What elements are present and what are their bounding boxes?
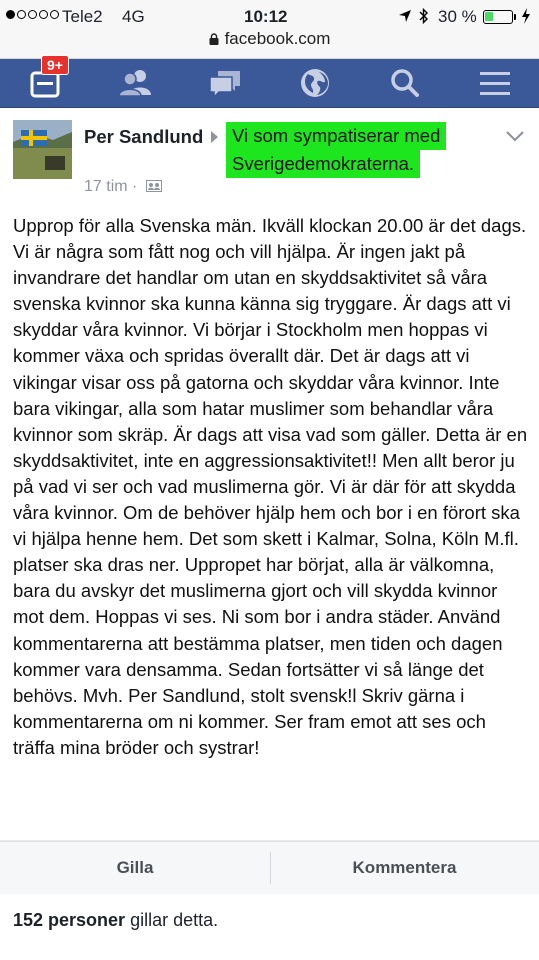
url-text: facebook.com (224, 29, 331, 48)
nav-friends[interactable] (95, 59, 175, 107)
network-type: 4G (122, 7, 145, 26)
group-name[interactable] (226, 122, 446, 178)
chevron-down-icon[interactable] (505, 130, 525, 142)
carrier-name: Tele2 (62, 7, 103, 26)
post-meta (84, 178, 162, 196)
shared-to-arrow-icon (211, 131, 218, 143)
group-name-line1: Vi som sympatiserar med (226, 122, 446, 150)
clock: 10:12 (244, 7, 288, 26)
like-button[interactable]: Gilla (116, 858, 154, 877)
messages-icon (206, 68, 244, 98)
battery-icon (483, 10, 513, 24)
post-card (0, 108, 539, 840)
likes-summary (0, 894, 539, 960)
notification-badge: 9+ (41, 55, 69, 75)
post-timestamp[interactable]: 17 tim · (84, 178, 138, 195)
menu-icon (479, 69, 511, 97)
nav-notifications[interactable] (5, 59, 85, 107)
likes-suffix: gillar detta. (125, 910, 219, 930)
battery-percentage: 30 % (438, 7, 477, 26)
post-author[interactable]: Per Sandlund (84, 126, 204, 147)
group-name-line2: Sverigedemokraterna. (226, 150, 420, 178)
globe-icon (299, 67, 331, 99)
post-body: Upprop för alla Svenska män. Ikväll klockan 20.00 är det dags. Vi är några som fått nog och vill hjälpa. Är ingen jakt på invandrare det handlar om utan en skyddsaktivitet så våra svenska kvinnor ska kunna känna sig tryggare. Är dags att vi skyddar våra kvinnor. Vi börjar i Stockholm men hoppas vi kommer växa och spridas överallt där. Det är dags att vi vikingar visar oss på gatorna och skyddar våra kvinnor. Inte bara vikingar, alla som hatar muslimer som behandlar våra kvinnor som skräp. Är dags att visa vad som gäller. Detta är en skyddsaktivitet, inte en aggressionsaktivitet!! Men allt beror ju på vad vi ser och vad muslimerna gör. Vi är där för att skydda våra kvinnor. Om de behöver hjälp hem och bor i en förort ska vi hjälpa henne hem. Det som skett i Kalmar, Solna, Köln M.fl. platser ska dras ner. Uppropet har börjat, alla är välkomna, bara du avskyr det muslimerna gjort och vill skydda kvinnor mot dem. Hoppas vi ses. Ni som bor i andra städer. Använd kommentarerna att bestämma platser, men tiden och dagen kommer vara densamma. Sedan fortsätter vi så länge det behövs. Mvh. Per Sandlund, stolt svensk!l Skriv gärna i kommentarerna om ni kommer. Ser fram emot att ses och träffa mina bröder och systrar! (13, 215, 528, 758)
group-privacy-icon (146, 180, 162, 192)
bluetooth-icon (418, 8, 430, 24)
status-bar (0, 0, 539, 59)
lock-icon (209, 33, 219, 45)
nav-search[interactable] (365, 59, 445, 107)
search-icon (390, 68, 420, 98)
friends-icon (116, 68, 154, 98)
address-bar[interactable] (0, 29, 539, 49)
nav-menu[interactable] (455, 59, 535, 107)
likes-count-link[interactable] (13, 910, 218, 931)
post-actions (0, 841, 539, 895)
signal-strength (6, 10, 59, 19)
comment-button[interactable]: Kommentera (352, 858, 457, 877)
nav-globe[interactable] (275, 59, 355, 107)
nav-messages[interactable] (185, 59, 265, 107)
charging-icon (521, 8, 531, 24)
avatar[interactable] (13, 120, 72, 179)
location-arrow-icon (398, 9, 412, 23)
facebook-nav-bar (0, 59, 539, 108)
likes-count: 152 personer (13, 910, 126, 930)
